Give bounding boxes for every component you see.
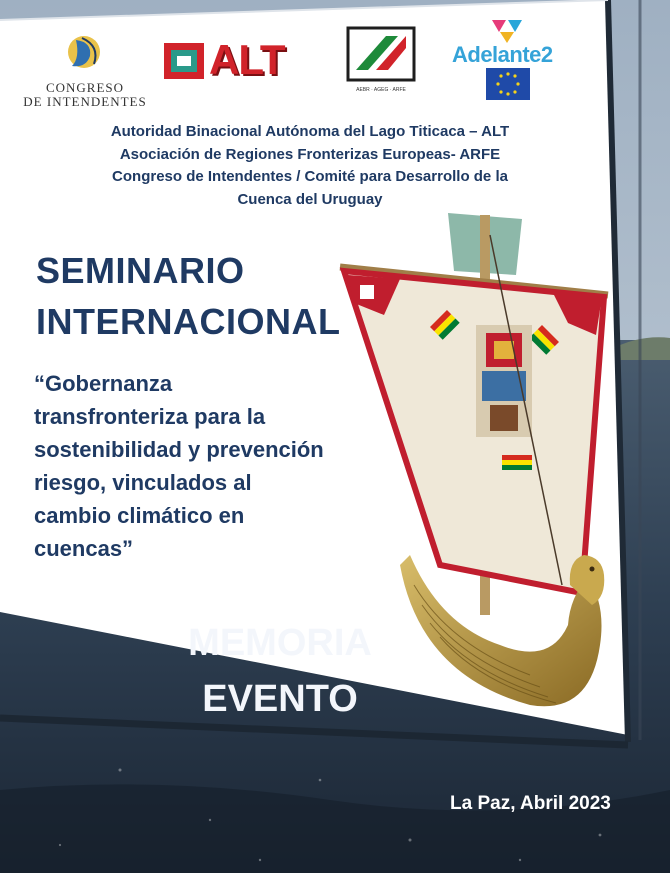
organizations-block	[80, 121, 540, 211]
organization-cuenca: Cuenca del Uruguay	[237, 190, 383, 208]
subtitle-line-4: riesgo, vinculados al	[34, 470, 252, 495]
arfe-logo	[346, 26, 416, 93]
organization-alt: Autoridad Binacional Autónoma del Lago Titicaca – ALT	[110, 123, 510, 140]
adelante-wordmark: Adelante2	[452, 42, 553, 67]
adelante-triangles-icon	[490, 18, 530, 44]
title-line-1: SEMINARIO	[36, 250, 245, 291]
eu-flag-icon	[486, 68, 530, 100]
adelante2-logo	[452, 18, 580, 102]
congreso-intendentes-logo	[20, 32, 150, 112]
organization-congreso: Congreso de Intendentes / Comité para Desarrollo de la	[112, 168, 508, 185]
congreso-emblem-icon	[20, 32, 150, 76]
title-line-2: INTERNACIONAL	[36, 301, 341, 342]
subtitle-line-5: cambio climático en	[34, 503, 245, 528]
congreso-line2: DE INTENDENTES	[23, 94, 147, 109]
subtitle-line-3: sostenibilidad y prevención	[34, 437, 324, 462]
alt-wordmark: ALT	[209, 36, 285, 83]
memoria-line-1: MEMORIA	[188, 622, 372, 664]
place-date: La Paz, Abril 2023	[450, 793, 611, 814]
arfe-caption: AEBR · AGEG · ARFE	[356, 87, 406, 93]
memoria-line-2: EVENTO	[202, 678, 358, 720]
alt-emblem-icon	[163, 42, 207, 82]
subtitle-line-6: cuencas”	[34, 536, 134, 561]
congreso-line1: CONGRESO	[45, 80, 125, 95]
memoria-evento-heading	[150, 615, 410, 727]
subtitle-line-2: transfronteriza para la	[34, 404, 266, 429]
organization-arfe: Asociación de Regiones Fronterizas Europeas- ARFE	[119, 145, 501, 163]
seminar-title	[36, 245, 340, 347]
alt-logo	[163, 36, 313, 83]
subtitle-line-1: “Gobernanza	[34, 371, 173, 396]
seminar-subtitle	[34, 367, 364, 565]
arfe-emblem-icon	[346, 26, 416, 82]
